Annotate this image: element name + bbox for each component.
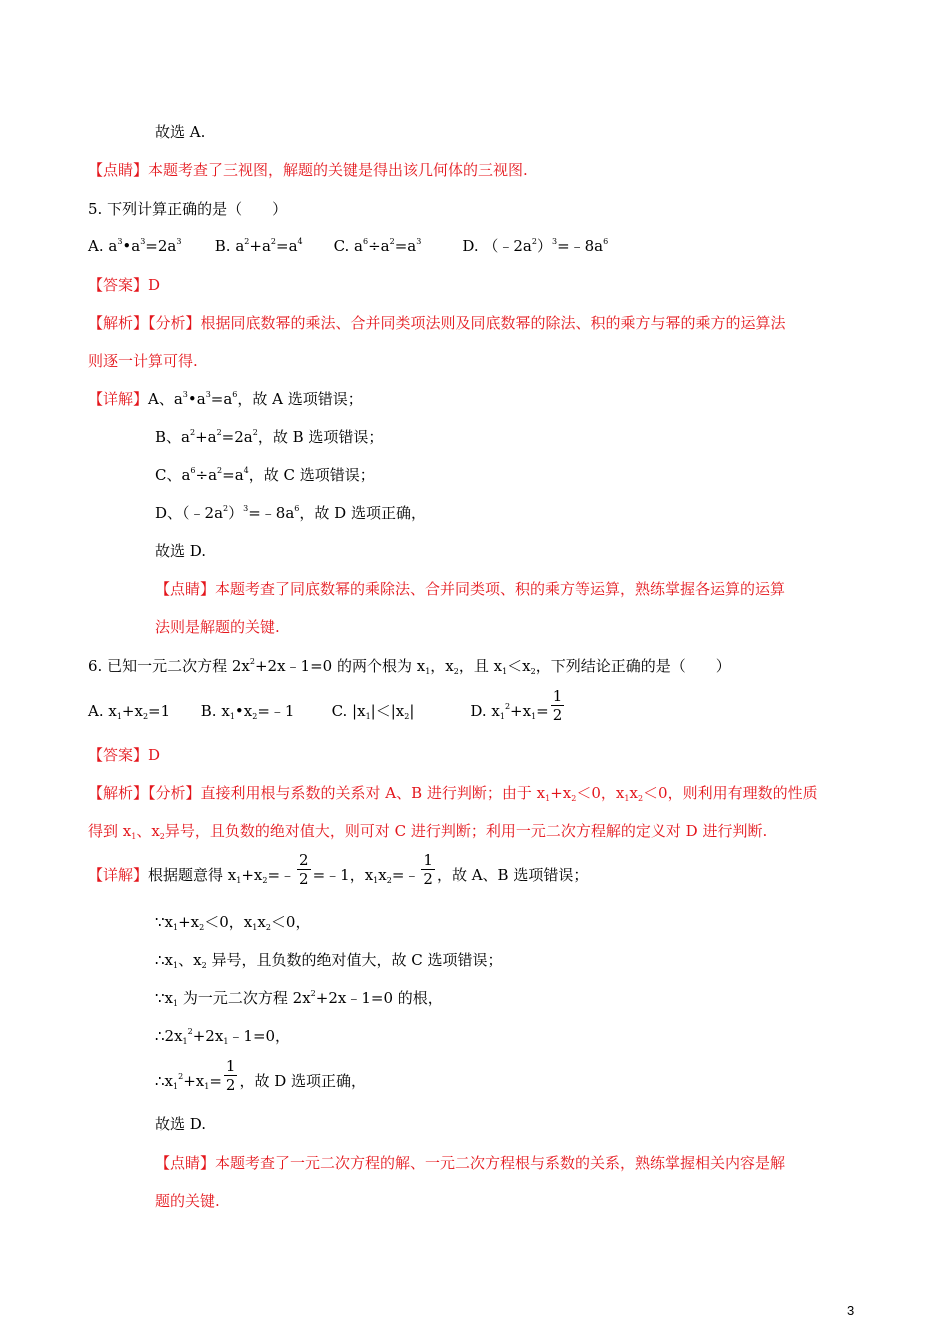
note-q4 [88, 159, 528, 181]
option-b: B. $x_1•x_2=﹣1$ [200, 702, 295, 721]
detail-5-a: 【详解】A、$a^3•a^3=a^6$，故 A 选项错误； [88, 390, 363, 408]
note-text: 本题考查了三视图，解题的关键是得出该几何体的三视图. [148, 161, 528, 179]
note-6-line2: 题的关键. [155, 1192, 220, 1210]
detail-5-d: D、$(﹣2a^2)^3=﹣8a^6$，故 D 选项正确， [155, 504, 426, 522]
option-c: C. $a^6\div a^2=a^3$ [333, 237, 422, 255]
detail-6-because-2: $\because x_1$ 为一元二次方程 $2x^2+2x﹣1=0$ 的根， [155, 989, 443, 1008]
detail-5-c: C、$a^6\div a^2=a^4$，故 C 选项错误； [155, 466, 375, 484]
question-6-options [88, 686, 566, 724]
option-d: D. $(﹣2a^2)^3=﹣8a^6$ [462, 237, 609, 255]
conclusion-5: 故选 D. [155, 542, 207, 560]
option-c: C. $|x_1|<|x_2|$ [331, 702, 415, 721]
option-a: A. $x_1+x_2=1$ [88, 702, 171, 721]
detail-6-therefore-3: $\therefore x_1^2+x_1=$ $\frac{1}{2}$ ，故 D 选项正确， [155, 1056, 367, 1094]
conclusion-q4: 故选 A. [155, 123, 206, 141]
note-6-line1: 【点睛】本题考查了一元二次方程的解、一元二次方程根与系数的关系，熟练掌握相关内容是解 [155, 1154, 786, 1172]
answer-value: D [148, 276, 161, 294]
note-5-line2: 法则是解题的关键. [155, 618, 280, 636]
detail-5-b: B、$a^2+a^2=2a^2$，故 B 选项错误； [155, 428, 384, 446]
question-5-options [88, 235, 608, 257]
question-5: 5. 下列计算正确的是（ ） [88, 200, 288, 218]
question-6: 6. 已知一元二次方程 $2x^2+2x﹣1=0$ 的两个根为 $x_1$，$x_2$，且 $x_1<x_2$，下列结论正确的是（ ） [88, 657, 731, 676]
detail-6-because-1: $\because x_1+x_2<0$，$x_1x_2<0$， [155, 913, 311, 932]
analysis-5-line2: 则逐一计算可得. [88, 352, 198, 370]
answer-6: 【答案】D [88, 746, 161, 764]
page-number: 3 [847, 1303, 855, 1318]
detail-6-therefore-2: $\therefore 2x_1^2+2x_1﹣1=0$， [155, 1027, 291, 1046]
note-5-line1: 【点睛】本题考查了同底数幂的乘除法、合并同类项、积的乘方等运算，熟练掌握各运算的运算 [155, 580, 786, 598]
analysis-6-line1: 【解析】【分析】直接利用根与系数的关系对 A、B 进行判断；由于 $x_1+x_2<0$，$x_1x_2<0$，则利用有理数的性质 [88, 784, 818, 803]
detail-6-intro: 【详解】根据题意得 $x_1+x_2=﹣$ $\frac{2}{2}$ =﹣1，$x_1x_2=﹣$ $\frac{1}{2}$ ，故 A、B 选项错误； [88, 850, 589, 888]
note-tag: 【点睛】 [88, 161, 149, 179]
option-d: D. $x_1^2+x_1=$ $\frac{1}{2}$ [470, 686, 563, 724]
conclusion-6: 故选 D. [155, 1115, 207, 1133]
detail-6-therefore-1: $\therefore x_1$、$x_2$ 异号，且负数的绝对值大，故 C 选项错误； [155, 951, 503, 970]
analysis-6-line2: 得到 $x_1$、$x_2$异号，且负数的绝对值大，则可对 C 进行判断；利用一元二次方程解的定义对 D 进行判断. [88, 822, 768, 841]
answer-5 [88, 274, 160, 296]
analysis-5-line1: 【解析】【分析】根据同底数幂的乘法、合并同类项法则及同底数幂的除法、积的乘方与幂的乘方的运算法 [88, 314, 786, 332]
option-a: A. $a^3•a^3=2a^3$ [88, 237, 182, 255]
answer-tag: 【答案】 [88, 276, 149, 294]
option-b: B. $a^2+a^2=a^4$ [214, 237, 303, 255]
